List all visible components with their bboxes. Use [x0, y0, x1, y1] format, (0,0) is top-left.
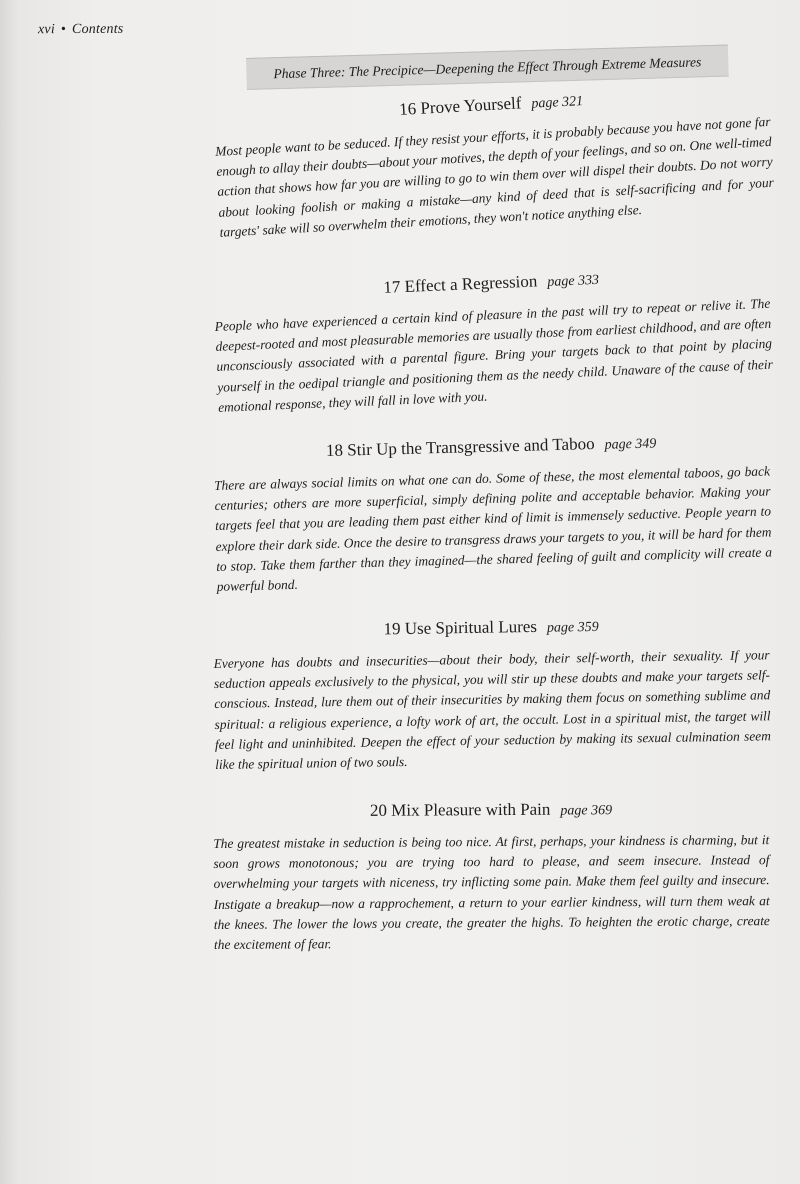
entry-description: There are always social limits on what one can do. Some of these, the most elemental taboos, go back centuries; others are more superficial, simply defining polite and acceptable behavior. Making your targets feel that you are leading them past either kind of limit is immensely seductive. People yearn to explore their dark side. Once the desire to transgress draws your targets to you, it will be hard for them to stop. Take them farther than they imagined—the shared feeling of guilt and complicity will create a powerful bond. [213, 463, 773, 594]
page-number: xvi [37, 22, 55, 38]
entry-title: 17 Effect a Regression [382, 271, 538, 297]
phase-banner: Phase Three: The Precipice—Deepening the Effect Through Extreme Measures [246, 45, 729, 90]
section-name: Contents [71, 21, 124, 38]
entry-title: 18 Stir Up the Transgressive and Taboo [325, 434, 595, 461]
bullet-separator: • [60, 22, 67, 38]
contents-entry-19 [213, 613, 771, 775]
entry-title: 20 Mix Pleasure with Pain [369, 799, 551, 820]
entry-page-ref: page 349 [604, 436, 657, 453]
contents-entry-20 [213, 798, 770, 955]
entry-description: Most people want to be seduced. If they resist your efforts, it is probably because you have not gone far enough to allay their doubts—about your motives, the depth of your feelings, and so on. One well-timed action that shows how far you are willing to go to win them over will dispel their doubts. Do not worry about looking foolish or making a mistake—any kind of deed that is self-sacrificing and for your targets' sake will so overwhelm their emotions, they won't notice anything else. [214, 113, 775, 240]
entry-page-ref: page 321 [531, 93, 584, 112]
entry-description: The greatest mistake in seduction is being too nice. At first, perhaps, your kindness is charming, but it soon grows monotonous; you are trying too hard to please, and seem insecure. Instead of overwhelming your targets with niceness, try inflicting some pain. Make them feel guilty and insecure. Instigate a breakup—now a rapprochement, a return to your earlier kindness, will turn them weak at the knees. The lower the lows you create, the greater the highs. To heighten the erotic charge, create the excitement of fear. [213, 832, 770, 953]
entry-description: Everyone has doubts and insecurities—about their body, their self-worth, their sexuality. If your seduction appeals exclusively to the physical, you will stir up these doubts and make your targets self-conscious. Instead, lure them out of their insecurities by making them focus on something sublime and spiritual: a religious experience, a lofty work of art, the occult. Lost in a spiritual mist, the target will feel light and uninhibited. Deepen the effect of your seduction by making its sexual culmination seem like the spiritual union of two souls. [213, 647, 771, 772]
entry-page-ref: page 359 [546, 619, 599, 636]
contents-entry-16 [213, 80, 775, 243]
entry-description: People who have experienced a certain kind of pleasure in the past will try to repeat or relive it. The deepest-rooted and most pleasurable memories are usually those from earliest childhood, and are often unconsciously associated with a parental figure. Bring your targets back to that point by placing yourself in the oedipal triangle and positioning them as the needy child. Unaware of the cause of their emotional response, they will fall in love with you. [214, 295, 774, 415]
contents-entry-18 [213, 429, 773, 597]
entry-title: 19 Use Spiritual Lures [383, 616, 538, 639]
entry-heading [213, 429, 769, 464]
entry-page-ref: page 369 [560, 803, 613, 819]
entry-heading [213, 798, 769, 822]
entry-title: 16 Prove Yourself [398, 93, 522, 119]
entry-heading [213, 613, 769, 642]
running-head [38, 22, 124, 38]
entry-page-ref: page 333 [547, 272, 600, 290]
contents-entry-17 [213, 262, 774, 418]
page-gutter-shadow [0, 0, 18, 1184]
